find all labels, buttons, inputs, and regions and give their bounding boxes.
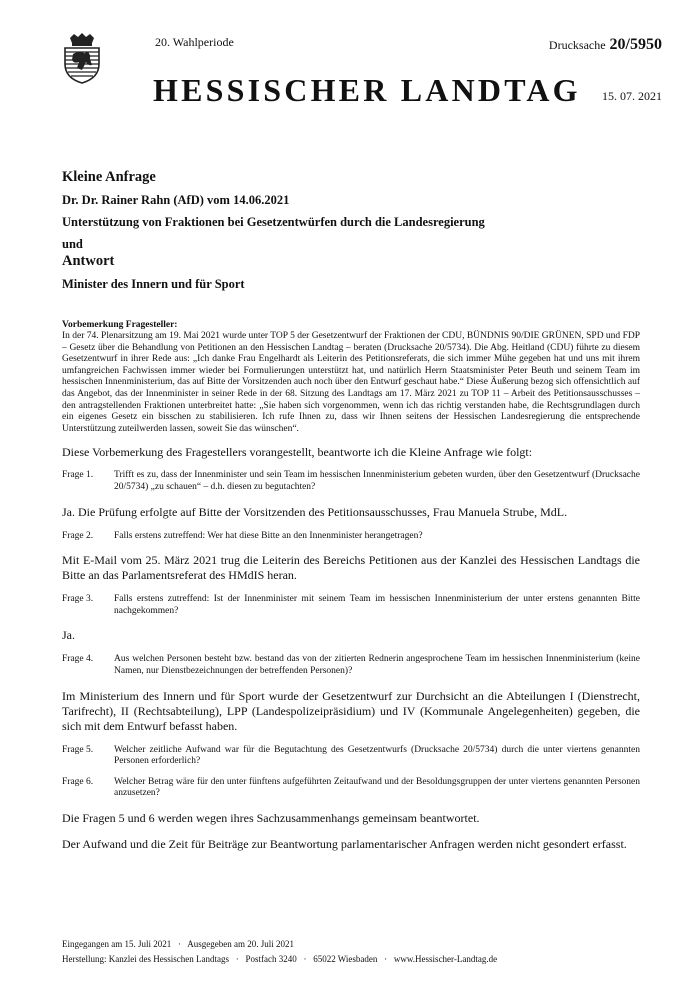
question-text: Falls erstens zutreffend: Wer hat diese Bitte an den Innenminister herangetragen? [114, 530, 423, 541]
author-line: Dr. Dr. Rainer Rahn (AfD) vom 14.06.2021 [62, 193, 290, 207]
document-date: 15. 07. 2021 [602, 89, 662, 103]
question-text: Welcher zeitliche Aufwand war für die Begutachtung des Gesetzentwurfs (Drucksache 20/5734) durch die unter viertens genannten Personen erforderlich? [114, 744, 640, 767]
answer-2: Mit E-Mail vom 25. März 2021 trug die Leiterin des Bereichs Petitionen aus der Kanzlei des Hessischen Landtags die Bitte an das Parlamentsreferat des HMdIS heran. [62, 553, 640, 583]
vorbemerkung-text: In der 74. Plenarsitzung am 19. Mai 2021 wurde unter TOP 5 der Gesetzentwurf der Fraktionen der CDU, BÜNDNIS 90/DIE GRÜNEN, SPD und FDP – Gesetz über die Behandlung von Petitionen an den Hessischen Landtag – beraten (Drucksache 20/5734). Die Abg. Heitland (CDU) führte zu diesem Gesetzentwurf in ihrer Rede aus: „Ich danke Frau Engelhardt als Leiterin des Petitionsreferats, die sich immer Mühe gegeben hat und uns mit ihrem umfangreichen Fachwissen immer wieder bei Formulierungen unterstützt hat, und natürlich Herrn Staatsminister Peter Beuth und seinem Team im hessischen Innenministerium, das auf Bitte der Vorsitzenden auch noch über den Entwurf geschaut habe.“ Diese Äußerung bezog sich offensichtlich auf das Angebot, das der Innenminister in seiner Rede in der 68. Sitzung des Landtags am 17. März 2021 zu TOP 11 – Arbeit des Petitionsausschusses – den antragstellenden Fraktionen unterbreitet hatte: „Sie haben sich vorgenommen, wenn ich das richtig verstanden habe, die Rechtsgrundlagen durch ein eigenes Gesetz ein bisschen zu stabilisieren. Ich rufe Ihnen zu, dass wir Ihnen seitens der Hessischen Landesregierung die entsprechende Unterstützung zuteilwerden lassen, soweit Sie das wünschen“. [62, 331, 641, 434]
question-text: Trifft es zu, dass der Innenminister und sein Team im hessischen Innenministerium gebeten wurden, über den Gesetzentwurf (Drucksache 20/5734) „zu schauen“ – d.h. diesen zu begutachten? [114, 470, 640, 492]
question-label: Frage 4. [62, 654, 94, 665]
footer [62, 937, 662, 967]
question-3 [62, 594, 640, 617]
drucksache-number: 20/5950 [609, 36, 662, 53]
question-label: Frage 6. [62, 776, 94, 787]
answer-1: Ja. Die Prüfung erfolgte auf Bitte der Vorsitzenden des Petitionsausschusses, Frau Manuela Strube, MdL. [62, 504, 568, 519]
question-text: Falls erstens zutreffend: Ist der Innenminister mit seinem Team im hessischen Innenministerium der unter erstens genannten Bitte nachgekommen? [114, 594, 640, 616]
wahlperiode: 20. Wahlperiode [155, 35, 234, 49]
answer-5-6: Die Fragen 5 und 6 werden wegen ihres Sachzusammenhangs gemeinsam beantwortet. [62, 810, 480, 825]
question-text: Welcher Betrag wäre für den unter fünftens aufgeführten Zeitaufwand und der Besoldungsgruppen der unter viertens genannten Personen anzusetzen? [114, 776, 640, 799]
question-text: Aus welchen Personen besteht bzw. bestand das von der zitierten Rednerin angesprochene Team im hessischen Innenministerium (keine Namen, nur Dienstbezeichnungen der betreffenden Personen)? [114, 654, 640, 676]
drucksache-label: Drucksache [548, 38, 606, 52]
footer-imprint: Herstellung: Kanzlei des Hessischen Landtags · Postfach 3240 · 65022 Wiesbaden · www.Hessischer-Landtag.de [62, 954, 498, 964]
answer-4: Im Ministerium des Innern und für Sport wurde der Gesetzentwurf zur Durchsicht an die Abteilungen I (Dienstrecht, Tarifrecht), II (Rechtsabteilung), LPP (Landespolizeipräsidium) und IV (Kommunale Angelegenheiten) gegeben, die sich mit dem Entwurf befasst haben. [62, 688, 640, 733]
footer-dates: Eingegangen am 15. Juli 2021 · Ausgegeben am 20. Juli 2021 [62, 939, 294, 949]
minister-line: Minister des Innern und für Sport [62, 277, 245, 291]
title-block [62, 168, 662, 292]
question-label: Frage 5. [62, 744, 94, 755]
drucksache-reference [549, 36, 662, 54]
landtag-heading: HESSISCHER LANDTAG [153, 72, 581, 108]
question-6 [62, 777, 640, 800]
vorbemerkung-heading: Vorbemerkung Fragesteller: [62, 320, 178, 330]
question-2 [62, 531, 640, 543]
question-5 [62, 745, 640, 768]
question-1 [62, 470, 640, 493]
question-label: Frage 2. [62, 530, 94, 541]
question-label: Frage 1. [62, 470, 94, 481]
subject-line: Unterstützung von Fraktionen bei Gesetzentwürfen durch die Landesregierung [62, 215, 485, 229]
intro-paragraph: Diese Vorbemerkung des Fragestellers vorangestellt, beantworte ich die Kleine Anfrage wie folgt: [62, 445, 533, 460]
hessen-coat-of-arms-icon [62, 32, 102, 84]
document-body [62, 319, 640, 852]
antwort-heading: Antwort [62, 253, 115, 269]
closing-paragraph: Der Aufwand und die Zeit für Beiträge zur Beantwortung parlamentarischer Anfragen werden nicht gesondert erfasst. [62, 836, 627, 851]
question-label: Frage 3. [62, 594, 94, 605]
answer-3: Ja. [62, 628, 75, 643]
question-4 [62, 654, 640, 677]
und-line: und [62, 237, 83, 251]
document-type: Kleine Anfrage [62, 169, 156, 185]
